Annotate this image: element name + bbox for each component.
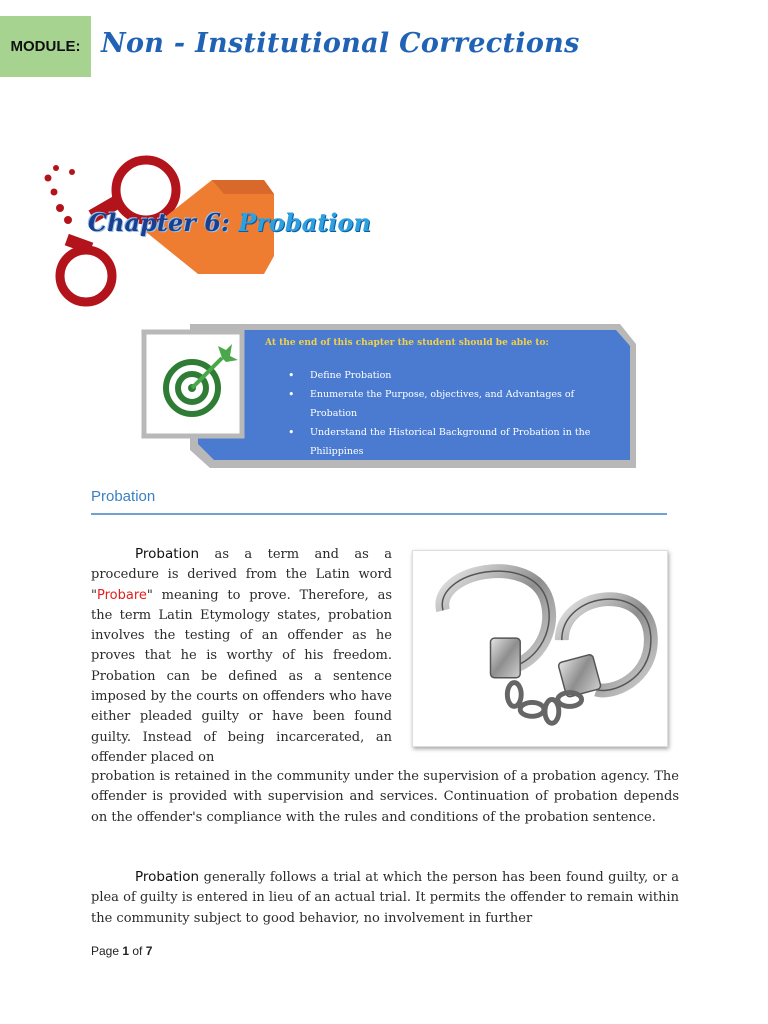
paragraph-text: as a term and as a procedure is derived from the Latin word " (91, 547, 392, 603)
page-footer (91, 944, 152, 958)
chapter-name: Probation (238, 208, 371, 237)
paragraph-1-intro (91, 544, 392, 768)
paragraph-text: generally follows a trial at which the person has been found guilty, or a plea of guilty is entered in lieu of an actual trial. It permits the offender to remain within the community subject to good behavior, no involvement in further (91, 870, 679, 926)
term-probation: Probation (135, 869, 200, 885)
handcuffs-photo (412, 550, 668, 747)
chapter-title (88, 208, 371, 237)
module-title: Non - Institutional Corrections (101, 28, 580, 59)
paragraph-2 (91, 867, 679, 929)
target-icon-box (144, 332, 242, 436)
section-heading: Probation (91, 488, 156, 505)
handcuffs-icon (413, 551, 667, 746)
page-word: Page (91, 944, 123, 958)
objective-item: • Define Probation (288, 366, 608, 385)
term-probare: Probare (96, 587, 147, 603)
paragraph-1-continued: probation is retained in the community under the supervision of a probation agency. The offender is provided with supervision and services. Continuation of probation depends on the offender's compliance with the rules and conditions of the probation sentence. (91, 769, 679, 825)
page-number: 1 (122, 944, 130, 958)
objective-item: • Understand the Historical Background of Probation in the Philippines (288, 423, 608, 461)
objectives-list (288, 366, 608, 461)
term-probation: Probation (135, 546, 200, 562)
page-total: 7 (145, 944, 153, 958)
of-word: of (129, 944, 146, 958)
chapter-prefix: Chapter 6: (88, 208, 239, 237)
section-divider (91, 513, 667, 515)
paragraph-text: " meaning to prove. Therefore, as the term Latin Etymology states, probation involves the testing of an offender as he proves that he is worthy of his freedom. Probation can be defined as a sentence imposed by the courts on offenders who have either pleaded guilty or have been found guilty. Instead of being incarcerated, an offender placed on (91, 587, 392, 765)
objective-item: • Enumerate the Purpose, objectives, and Advantages of Probation (288, 385, 608, 423)
module-label: MODULE: (0, 16, 91, 77)
objectives-heading: At the end of this chapter the student should be able to: (265, 338, 549, 348)
